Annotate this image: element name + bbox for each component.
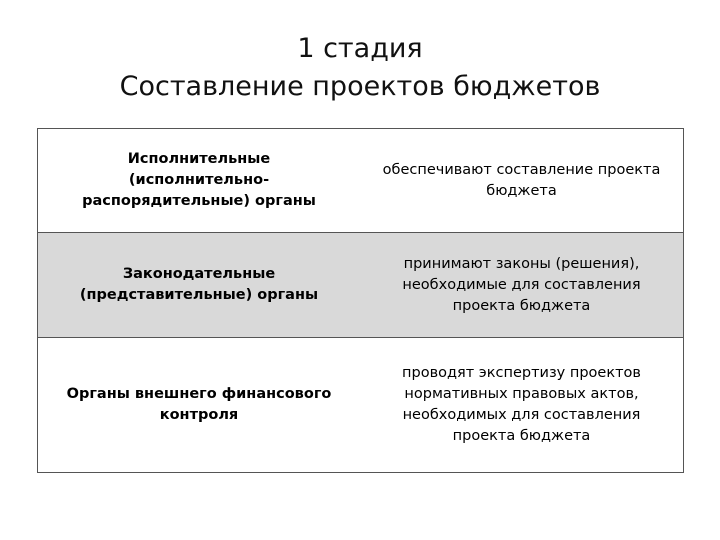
table-row (38, 232, 683, 337)
stage-table (37, 128, 684, 473)
stage-number: 1 стадия (297, 33, 423, 64)
action-cell: проводят экспертизу проектов нормативных правовых актов, необходимых для составления проекта бюджета (402, 365, 641, 444)
action-cell: обеспечивают составление проекта бюджета (382, 161, 661, 199)
body-cell: Исполнительные (исполнительно-распорядительные) органы (82, 151, 316, 209)
body-cell: Законодательные (представительные) органы (79, 266, 319, 303)
table-row (38, 129, 683, 232)
action-cell: принимают законы (решения), необходимые для составления проекта бюджета (402, 255, 641, 314)
body-cell: Органы внешнего финансового контроля (66, 386, 332, 423)
table-row (38, 337, 683, 472)
slide-title (0, 30, 720, 106)
stage-name: Составление проектов бюджетов (119, 71, 601, 102)
